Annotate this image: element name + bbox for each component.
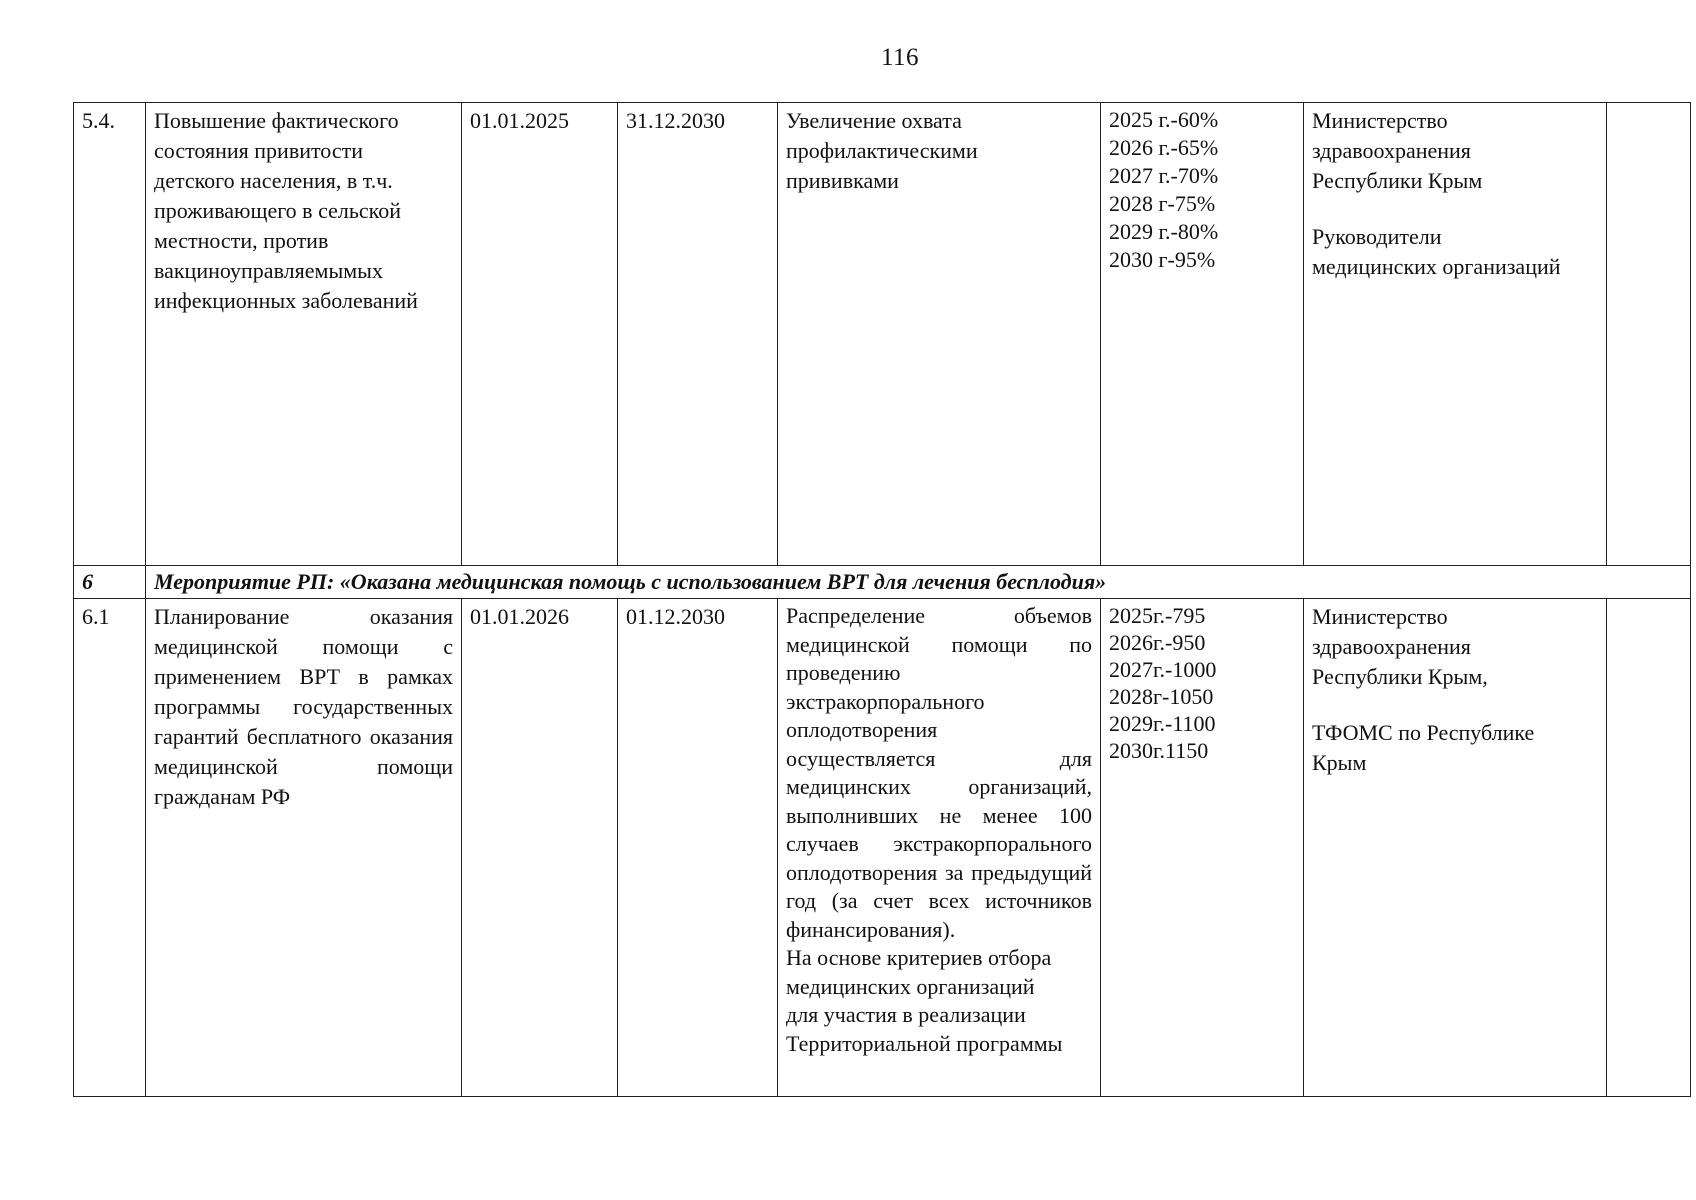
row-number: 6.1 [74,599,146,1097]
target-values: 2025г.-795 2026г.-950 2027г.-1000 2028г-1050 2029г.-1100 2030г.1150 [1101,599,1304,1097]
page-number: 116 [880,44,920,71]
responsible-executors: Министерство здравоохранения Республики Крым Руководители медицинских организаций [1304,103,1607,566]
result-paragraph-1: Распределение объемов медицинской помощи по проведению экстракорпорального оплодотворения осуществляется для медицинских организаций, выполнивших не менее 100 случаев экстракорпорального оплодотворения за предыдущий год (за счет всех источников финансирования). [786,603,1092,942]
expected-result: Увеличение охвата профилактическими прививками [778,103,1101,566]
start-date: 01.01.2025 [462,103,618,566]
note-cell [1607,103,1691,566]
end-date: 31.12.2030 [618,103,778,566]
measure-description: Планирование оказания медицинской помощи с применением ВРТ в рамках программы государственных гарантий бесплатного оказания медицинской помощи гражданам РФ [146,599,462,1097]
section-number: 6 [74,566,146,599]
table-row [74,103,1691,566]
responsible-executors: Министерство здравоохранения Республики Крым, ТФОМС по Республике Крым [1304,599,1607,1097]
target-values: 2025 г.-60% 2026 г.-65% 2027 г.-70% 2028 г-75% 2029 г.-80% 2030 г-95% [1101,103,1304,566]
section-row [74,566,1691,599]
measures-table [73,102,1691,1097]
measure-description: Повышение фактического состояния привитости детского населения, в т.ч. проживающего в сельской местности, против вакциноуправляемымых инфекционных заболеваний [146,103,462,566]
start-date: 01.01.2026 [462,599,618,1097]
table-row [74,599,1691,1097]
section-title: Мероприятие РП: «Оказана медицинская помощь с использованием ВРТ для лечения бесплодия» [146,566,1691,599]
result-paragraph-2: На основе критериев отбора медицинских организаций для участия в реализации Территориальной программы [786,945,1063,1056]
row-number: 5.4. [74,103,146,566]
end-date: 01.12.2030 [618,599,778,1097]
note-cell [1607,599,1691,1097]
expected-result [778,599,1101,1097]
